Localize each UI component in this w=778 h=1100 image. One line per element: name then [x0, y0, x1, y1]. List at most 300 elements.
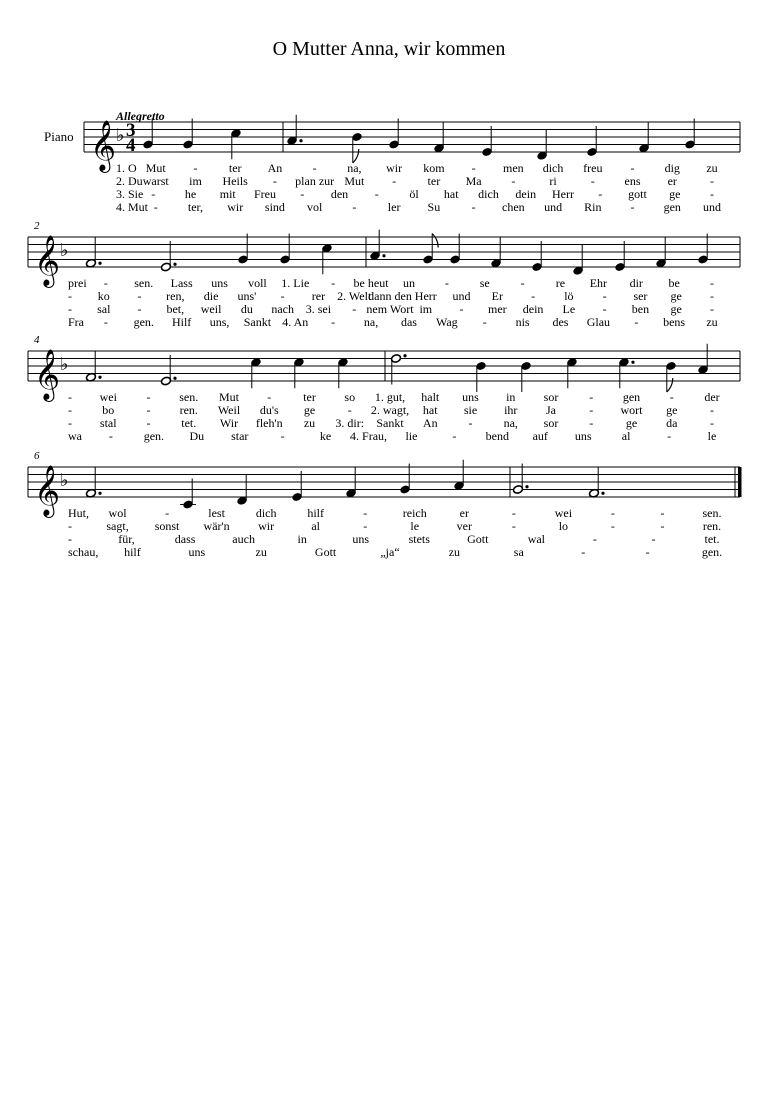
augmentation-dot — [631, 361, 634, 364]
lyric-syllable: 2. Welt — [337, 289, 372, 303]
augmentation-dot — [98, 262, 101, 265]
lyric-syllable: - — [710, 302, 714, 316]
lyric-syllable: bend — [485, 429, 509, 443]
lyric-syllable: na, — [363, 315, 379, 329]
lyric-syllable: - — [645, 545, 650, 559]
lyric-syllable: - — [280, 429, 285, 443]
lyric-syllable: Le — [562, 302, 576, 316]
lyric-syllable: sal — [97, 302, 111, 316]
lyric-syllable: halt — [421, 390, 440, 404]
lyric-syllable: ter — [228, 161, 242, 175]
lyric-syllable: Ma — [465, 174, 482, 188]
treble-clef-icon: 𝄞 — [34, 350, 61, 399]
lyric-syllable: - — [520, 276, 525, 290]
lyric-syllable: ser — [633, 289, 648, 303]
lyric-syllable: - — [482, 315, 487, 329]
lyric-syllable: wir — [386, 161, 403, 175]
lyric-syllable: - — [471, 161, 476, 175]
lyric-syllable: ter, — [187, 200, 204, 214]
lyric-syllable: Lass — [170, 276, 193, 290]
lyric-syllable: ihr — [504, 403, 518, 417]
measure-number: 4 — [34, 334, 40, 346]
lyric-syllable: dein — [515, 187, 537, 201]
lyric-syllable: dass — [174, 532, 196, 546]
lyric-syllable: star — [231, 429, 249, 443]
lyric-syllable: in — [506, 390, 516, 404]
lyric-syllable: he — [184, 187, 197, 201]
lyric-syllable: 3. Sie — [116, 187, 144, 201]
lyric-syllable: le — [410, 519, 420, 533]
lyric-syllable: zu — [706, 315, 718, 329]
lyric-syllable: - — [468, 416, 473, 430]
lyric-syllable: - — [590, 174, 595, 188]
lyric-syllable: dann den — [368, 289, 412, 303]
lyric-syllable: ter — [427, 174, 441, 188]
lyric-syllable: auch — [232, 532, 255, 546]
lyric-syllable: - — [444, 276, 449, 290]
lyric-syllable: Hilf — [171, 315, 192, 329]
lyric-syllable: uns — [462, 390, 479, 404]
half-note — [589, 467, 605, 498]
lyric-syllable: - — [68, 532, 72, 546]
lyric-syllable: wol — [108, 506, 127, 520]
lyric-syllable: al — [311, 519, 321, 533]
lyric-syllable: 3. sei — [305, 302, 332, 316]
tempo-marking: Allegretto — [116, 109, 165, 123]
lyric-syllable: - — [272, 174, 277, 188]
lyric-syllable: be — [668, 276, 680, 290]
lyric-syllable: Wir — [219, 416, 239, 430]
lyric-syllable: so — [344, 390, 356, 404]
lyrics-system-1 — [116, 161, 721, 214]
lyric-syllable: nach — [271, 302, 294, 316]
lyric-syllable: wei — [554, 506, 573, 520]
quarter-note — [619, 357, 635, 388]
lyric-syllable: - — [602, 289, 607, 303]
lyric-syllable: - — [710, 416, 714, 430]
quarter-note — [537, 130, 548, 161]
lyric-syllable: stal — [99, 416, 117, 430]
lyric-syllable: gott — [628, 187, 647, 201]
lyric-syllable: und — [452, 289, 471, 303]
lyric-syllable: vol — [306, 200, 323, 214]
lyric-syllable: - — [452, 429, 457, 443]
lyric-syllable: - — [598, 187, 603, 201]
lyric-syllable: ge — [670, 302, 682, 316]
lyric-syllable: men — [502, 161, 524, 175]
lyric-syllable: - — [312, 161, 317, 175]
lyric-syllable: - — [589, 390, 594, 404]
lyric-syllable: „ja“ — [380, 545, 400, 559]
quarter-note — [143, 119, 154, 150]
augmentation-dot — [525, 485, 528, 488]
lyric-syllable: nis — [515, 315, 530, 329]
lyric-syllable: be heut — [353, 276, 389, 290]
lyric-syllable: - — [146, 390, 151, 404]
lyric-syllable: al — [621, 429, 631, 443]
lyric-syllable: - — [471, 200, 476, 214]
lyric-syllable: ge — [666, 403, 678, 417]
lyrics-system-2 — [68, 276, 718, 329]
lyric-syllable: lo — [558, 519, 569, 533]
lyric-syllable: uns, — [209, 315, 230, 329]
flat-icon: ♭ — [116, 125, 125, 145]
lyric-syllable: - — [710, 403, 714, 417]
lyric-syllable: wal — [527, 532, 546, 546]
lyric-syllable: hat — [443, 187, 459, 201]
quarter-note — [656, 237, 667, 268]
lyric-syllable: und — [703, 200, 721, 214]
lyric-syllable: sonst — [154, 519, 180, 533]
quarter-note — [521, 361, 532, 392]
half-note — [86, 351, 102, 382]
lyric-syllable: hilf — [124, 545, 141, 559]
lyric-syllable: gen. — [143, 429, 165, 443]
lyric-syllable: er — [667, 174, 677, 188]
lyric-syllable: du's — [259, 403, 279, 417]
lyric-syllable: un — [402, 276, 415, 290]
lyric-syllable: bo — [102, 403, 115, 417]
lyric-syllable: und — [544, 200, 563, 214]
lyric-syllable: Mut — [218, 390, 240, 404]
lyric-syllable: - — [137, 289, 142, 303]
lyric-syllable: Herr — [552, 187, 574, 201]
lyric-syllable: voll — [248, 276, 267, 290]
lyric-syllable: Sankt — [376, 416, 404, 430]
lyric-syllable: - — [634, 315, 639, 329]
lyric-syllable: - — [511, 519, 516, 533]
lyric-syllable: - — [193, 161, 198, 175]
lyric-syllable: na, — [503, 416, 518, 430]
lyric-syllable: lie — [405, 429, 418, 443]
lyric-syllable: 2. Du — [116, 174, 143, 188]
lyric-syllable: - — [392, 174, 397, 188]
lyric-syllable: wir — [227, 200, 244, 214]
lyric-syllable: Gott — [467, 532, 489, 546]
quarter-note — [567, 357, 578, 388]
lyric-syllable: er — [459, 506, 469, 520]
lyric-syllable: Mut — [145, 161, 166, 175]
half-note — [86, 467, 102, 498]
lyric-syllable: Su — [427, 200, 441, 214]
quarter-note — [698, 234, 709, 265]
lyric-syllable: uns' — [237, 289, 257, 303]
quarter-note — [389, 119, 400, 150]
lyric-syllable: - — [660, 506, 665, 520]
lyric-syllable: zu — [303, 416, 316, 430]
lyric-syllable: - — [459, 302, 464, 316]
lyric-syllable: sie — [463, 403, 478, 417]
lyric-syllable: dich — [255, 506, 277, 520]
lyric-syllable: ren. — [179, 403, 198, 417]
lyric-syllable: hilf — [307, 506, 325, 520]
lyric-syllable: ben — [631, 302, 650, 316]
lyric-syllable: - — [710, 289, 714, 303]
augmentation-dot — [403, 354, 406, 357]
lyric-syllable: uns — [188, 545, 206, 559]
lyric-syllable: - — [363, 506, 368, 520]
lyric-syllable: - — [280, 289, 285, 303]
lyric-syllable: dein — [522, 302, 544, 316]
lyric-syllable: - — [153, 200, 158, 214]
lyric-syllable: nem Wort — [366, 302, 414, 316]
lyric-syllable: zu — [706, 161, 718, 175]
lyric-syllable: sor — [543, 416, 559, 430]
lyric-syllable: den — [330, 187, 349, 201]
lyric-syllable: 1. Lie — [281, 276, 310, 290]
flat-icon: ♭ — [60, 470, 69, 490]
lyric-syllable: - — [68, 403, 72, 417]
measure-number: 6 — [34, 450, 40, 462]
lyric-syllable: fleh'n — [255, 416, 283, 430]
lyric-syllable: dig — [664, 161, 680, 175]
lyric-syllable: in — [297, 532, 307, 546]
lyric-syllable: gen — [663, 200, 681, 214]
quarter-note — [183, 119, 194, 150]
lyric-syllable: - — [710, 174, 714, 188]
lyric-syllable: kom — [423, 161, 445, 175]
quarter-note — [237, 475, 248, 506]
lyric-syllable: lest — [208, 506, 225, 520]
lyric-syllable: wär'n — [203, 519, 230, 533]
lyric-syllable: Ja — [546, 403, 556, 417]
lyric-syllable: - — [68, 302, 72, 316]
lyric-syllable: im — [419, 302, 433, 316]
lyric-syllable: Weil — [217, 403, 241, 417]
lyric-syllable: hat — [422, 403, 438, 417]
lyric-syllable: re — [555, 276, 566, 290]
augmentation-dot — [98, 376, 101, 379]
lyric-syllable: 4. Mut — [116, 200, 149, 214]
lyric-syllable: Mut — [344, 174, 365, 188]
lyric-syllable: - — [511, 174, 516, 188]
lyric-syllable: ke — [319, 429, 332, 443]
augmentation-dot — [601, 492, 604, 495]
lyric-syllable: ge — [670, 289, 682, 303]
lyric-syllable: - — [669, 390, 674, 404]
lyric-syllable: 4. An — [282, 315, 309, 329]
quarter-note — [450, 234, 461, 265]
lyric-syllable: chen — [502, 200, 525, 214]
time-signature-top: 3 — [126, 120, 136, 141]
lyric-syllable: ge — [625, 416, 638, 430]
lyrics-system-3 — [68, 390, 720, 443]
quarter-note — [685, 119, 696, 150]
lyric-syllable: - — [589, 416, 594, 430]
lyric-syllable: - — [68, 416, 72, 430]
lyric-syllable: ver — [456, 519, 472, 533]
lyric-syllable: - — [581, 545, 586, 559]
lyric-syllable: weil — [200, 302, 222, 316]
lyric-syllable: sen. — [702, 506, 722, 520]
lyric-syllable: ri — [549, 174, 557, 188]
lyric-syllable: 1. O — [116, 161, 137, 175]
lyric-syllable: - — [531, 289, 536, 303]
lyric-syllable: - — [363, 519, 368, 533]
lyric-syllable: Freu — [254, 187, 276, 201]
treble-clef-icon: 𝄞 — [34, 236, 61, 285]
lyric-syllable: stets — [408, 532, 430, 546]
lyric-syllable: Fra — [68, 315, 84, 329]
lyric-syllable: - — [267, 390, 272, 404]
lyric-syllable: uns — [211, 276, 228, 290]
lyric-syllable: prei — [68, 276, 87, 290]
lyric-syllable: Sankt — [243, 315, 272, 329]
lyric-syllable: schau, — [68, 545, 99, 559]
quarter-note — [251, 357, 262, 388]
quarter-note — [491, 237, 502, 268]
lyrics-system-4 — [68, 506, 722, 559]
lyric-syllable: Herr — [414, 289, 437, 303]
lyric-syllable: - — [667, 429, 672, 443]
lyric-syllable: na, — [347, 161, 362, 175]
staff-system-4 — [28, 450, 742, 518]
augmentation-dot — [299, 139, 302, 142]
quarter-note — [370, 230, 386, 261]
lyric-syllable: das — [400, 315, 417, 329]
score-title: O Mutter Anna, wir kommen — [272, 38, 506, 60]
lyric-syllable: ren, — [166, 289, 185, 303]
flat-icon: ♭ — [60, 354, 69, 374]
lyric-syllable: - — [352, 302, 357, 316]
lyric-syllable: le — [707, 429, 717, 443]
augmentation-dot — [173, 377, 176, 380]
treble-clef-icon: 𝄞 — [34, 466, 61, 515]
quarter-note — [322, 243, 333, 274]
lyric-syllable: An — [267, 161, 283, 175]
quarter-note — [238, 234, 249, 265]
lyric-syllable: Heils — [222, 174, 248, 188]
lyric-syllable: warst — [142, 174, 169, 188]
lyric-syllable: für, — [118, 532, 135, 546]
lyric-syllable: - — [68, 390, 72, 404]
lyric-syllable: mit — [219, 187, 236, 201]
lyric-syllable: ler — [387, 200, 401, 214]
quarter-note — [294, 357, 305, 388]
lyric-syllable: - — [592, 532, 597, 546]
lyric-syllable: - — [610, 506, 615, 520]
quarter-note — [454, 460, 465, 491]
quarter-note — [287, 115, 303, 146]
lyric-syllable: - — [165, 506, 170, 520]
lyric-syllable: - — [68, 519, 72, 533]
augmentation-dot — [382, 254, 385, 257]
treble-clef-icon: 𝄞 — [90, 121, 117, 170]
flat-icon: ♭ — [60, 240, 69, 260]
lyric-syllable: reich — [402, 506, 427, 520]
eighth-note — [666, 361, 677, 392]
lyric-syllable: du — [240, 302, 253, 316]
lyric-syllable: 3. dir: — [335, 416, 365, 430]
lyric-syllable: sind — [264, 200, 285, 214]
lyric-syllable: gen. — [701, 545, 723, 559]
quarter-note — [615, 241, 626, 272]
lyric-syllable: freu — [583, 161, 603, 175]
lyric-syllable: dich — [542, 161, 564, 175]
augmentation-dot — [173, 263, 176, 266]
lyric-syllable: im — [189, 174, 202, 188]
lyric-syllable: Rin — [584, 200, 602, 214]
lyric-syllable: 2. wagt, — [370, 403, 410, 417]
augmentation-dot — [98, 492, 101, 495]
quarter-note — [532, 241, 543, 272]
quarter-note — [476, 361, 487, 392]
lyric-syllable: sen. — [134, 276, 154, 290]
lyric-syllable: - — [630, 200, 635, 214]
lyric-syllable: - — [68, 289, 72, 303]
lyric-syllable: Ehr — [589, 276, 608, 290]
lyric-syllable: sor — [543, 390, 559, 404]
lyric-syllable: - — [103, 315, 108, 329]
quarter-note — [698, 344, 709, 375]
lyric-syllable: - — [137, 302, 142, 316]
lyric-syllable: - — [660, 519, 665, 533]
lyric-syllable: bet, — [166, 302, 185, 316]
lyric-syllable: - — [347, 403, 352, 417]
lyric-syllable: da — [666, 416, 678, 430]
flag — [432, 234, 438, 248]
instrument-name: Piano — [44, 129, 74, 144]
lyric-syllable: wort — [620, 403, 643, 417]
lyric-syllable: uns — [574, 429, 592, 443]
lyric-syllable: ko — [97, 289, 110, 303]
lyric-syllable: - — [352, 200, 357, 214]
lyric-syllable: wei — [99, 390, 117, 404]
lyric-syllable: - — [651, 532, 656, 546]
quarter-note — [292, 471, 303, 502]
quarter-note — [639, 122, 650, 153]
lyric-syllable: - — [710, 187, 714, 201]
lyric-syllable: gen. — [133, 315, 154, 329]
lyric-syllable: dich — [478, 187, 499, 201]
lyric-syllable: bens — [663, 315, 686, 329]
lyric-syllable: uns — [352, 532, 370, 546]
time-signature-bottom: 4 — [126, 135, 136, 156]
quarter-note — [280, 234, 291, 265]
lyric-syllable: - — [374, 187, 379, 201]
quarter-note — [231, 128, 242, 159]
quarter-note — [400, 464, 411, 495]
lyric-syllable: Wag — [435, 315, 458, 329]
lyric-syllable: - — [511, 506, 516, 520]
quarter-note — [180, 479, 196, 510]
lyric-syllable: ge — [669, 187, 681, 201]
lyric-syllable: - — [589, 403, 594, 417]
quarter-note — [434, 122, 445, 153]
lyric-syllable: tet. — [704, 532, 720, 546]
lyric-syllable: gen — [622, 390, 641, 404]
lyric-syllable: der — [704, 390, 720, 404]
lyric-syllable: sen. — [179, 390, 199, 404]
quarter-note — [573, 245, 584, 276]
lyric-syllable: Gott — [314, 545, 337, 559]
lyric-syllable: plan zur — [295, 174, 335, 188]
lyric-syllable: - — [146, 403, 151, 417]
lyric-syllable: - — [151, 187, 156, 201]
eighth-note — [352, 132, 363, 163]
lyric-syllable: wir — [258, 519, 275, 533]
lyric-syllable: die — [203, 289, 219, 303]
lyric-syllable: Du — [189, 429, 205, 443]
lyric-syllable: - — [331, 276, 336, 290]
lyric-syllable: zu — [448, 545, 461, 559]
lyric-syllable: sagt, — [106, 519, 129, 533]
lyric-syllable: wa — [68, 429, 82, 443]
lyric-syllable: - — [331, 315, 336, 329]
lyric-syllable: - — [103, 276, 108, 290]
lyric-syllable: öl — [409, 187, 419, 201]
quarter-note — [587, 126, 598, 157]
